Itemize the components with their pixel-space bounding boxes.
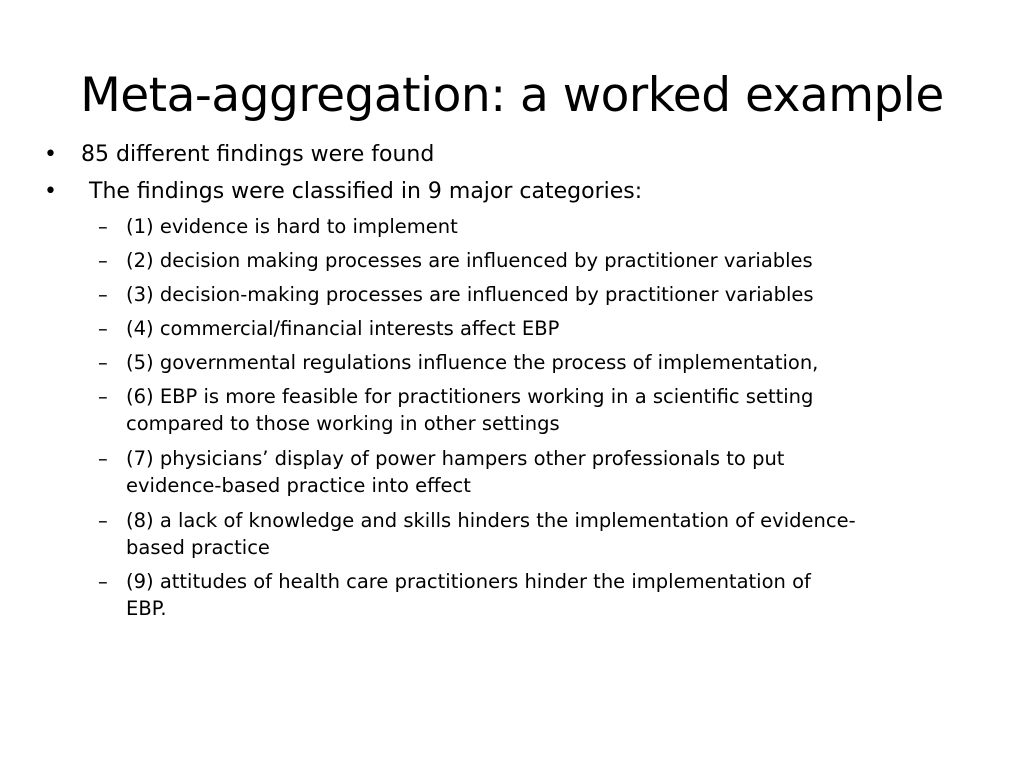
sub-bullet-text: (9) attitudes of health care practitioners hinder the implementation of	[126, 570, 811, 593]
sub-bullet-text-continued: evidence-based practice into effect	[126, 474, 471, 497]
slide-title: Meta-aggregation: a worked example	[80, 68, 944, 123]
sub-bullet-marker: –	[98, 215, 108, 238]
sub-bullet-marker: –	[98, 385, 108, 408]
bullet-text: 85 different findings were found	[81, 142, 435, 167]
sub-bullet-marker: –	[98, 570, 108, 593]
sub-bullet-marker: –	[98, 283, 108, 306]
sub-bullet-marker: –	[98, 249, 108, 272]
sub-bullet-text: (5) governmental regulations influence the process of implementation,	[126, 351, 819, 374]
sub-bullet-marker: –	[98, 317, 108, 340]
sub-bullet-marker: –	[98, 351, 108, 374]
sub-bullet-text: (4) commercial/financial interests affect EBP	[126, 317, 560, 340]
sub-bullet-text-continued: based practice	[126, 536, 270, 559]
sub-bullet-text-continued: EBP.	[126, 597, 167, 620]
sub-bullet-text: (7) physicians’ display of power hampers other professionals to put	[126, 447, 785, 470]
sub-bullet-text: (8) a lack of knowledge and skills hinders the implementation of evidence-	[126, 509, 856, 532]
sub-bullet-text: (1) evidence is hard to implement	[126, 215, 458, 238]
sub-bullet-marker: –	[98, 447, 108, 470]
sub-bullet-text: (6) EBP is more feasible for practitioners working in a scientific setting	[126, 385, 814, 408]
bullet-marker: •	[44, 179, 57, 204]
sub-bullet-text-continued: compared to those working in other settings	[126, 412, 560, 435]
sub-bullet-marker: –	[98, 509, 108, 532]
bullet-marker: •	[44, 142, 57, 167]
sub-bullet-text: (3) decision-making processes are influenced by practitioner variables	[126, 283, 814, 306]
bullet-text: The findings were classified in 9 major categories:	[89, 179, 643, 204]
sub-bullet-text: (2) decision making processes are influenced by practitioner variables	[126, 249, 813, 272]
